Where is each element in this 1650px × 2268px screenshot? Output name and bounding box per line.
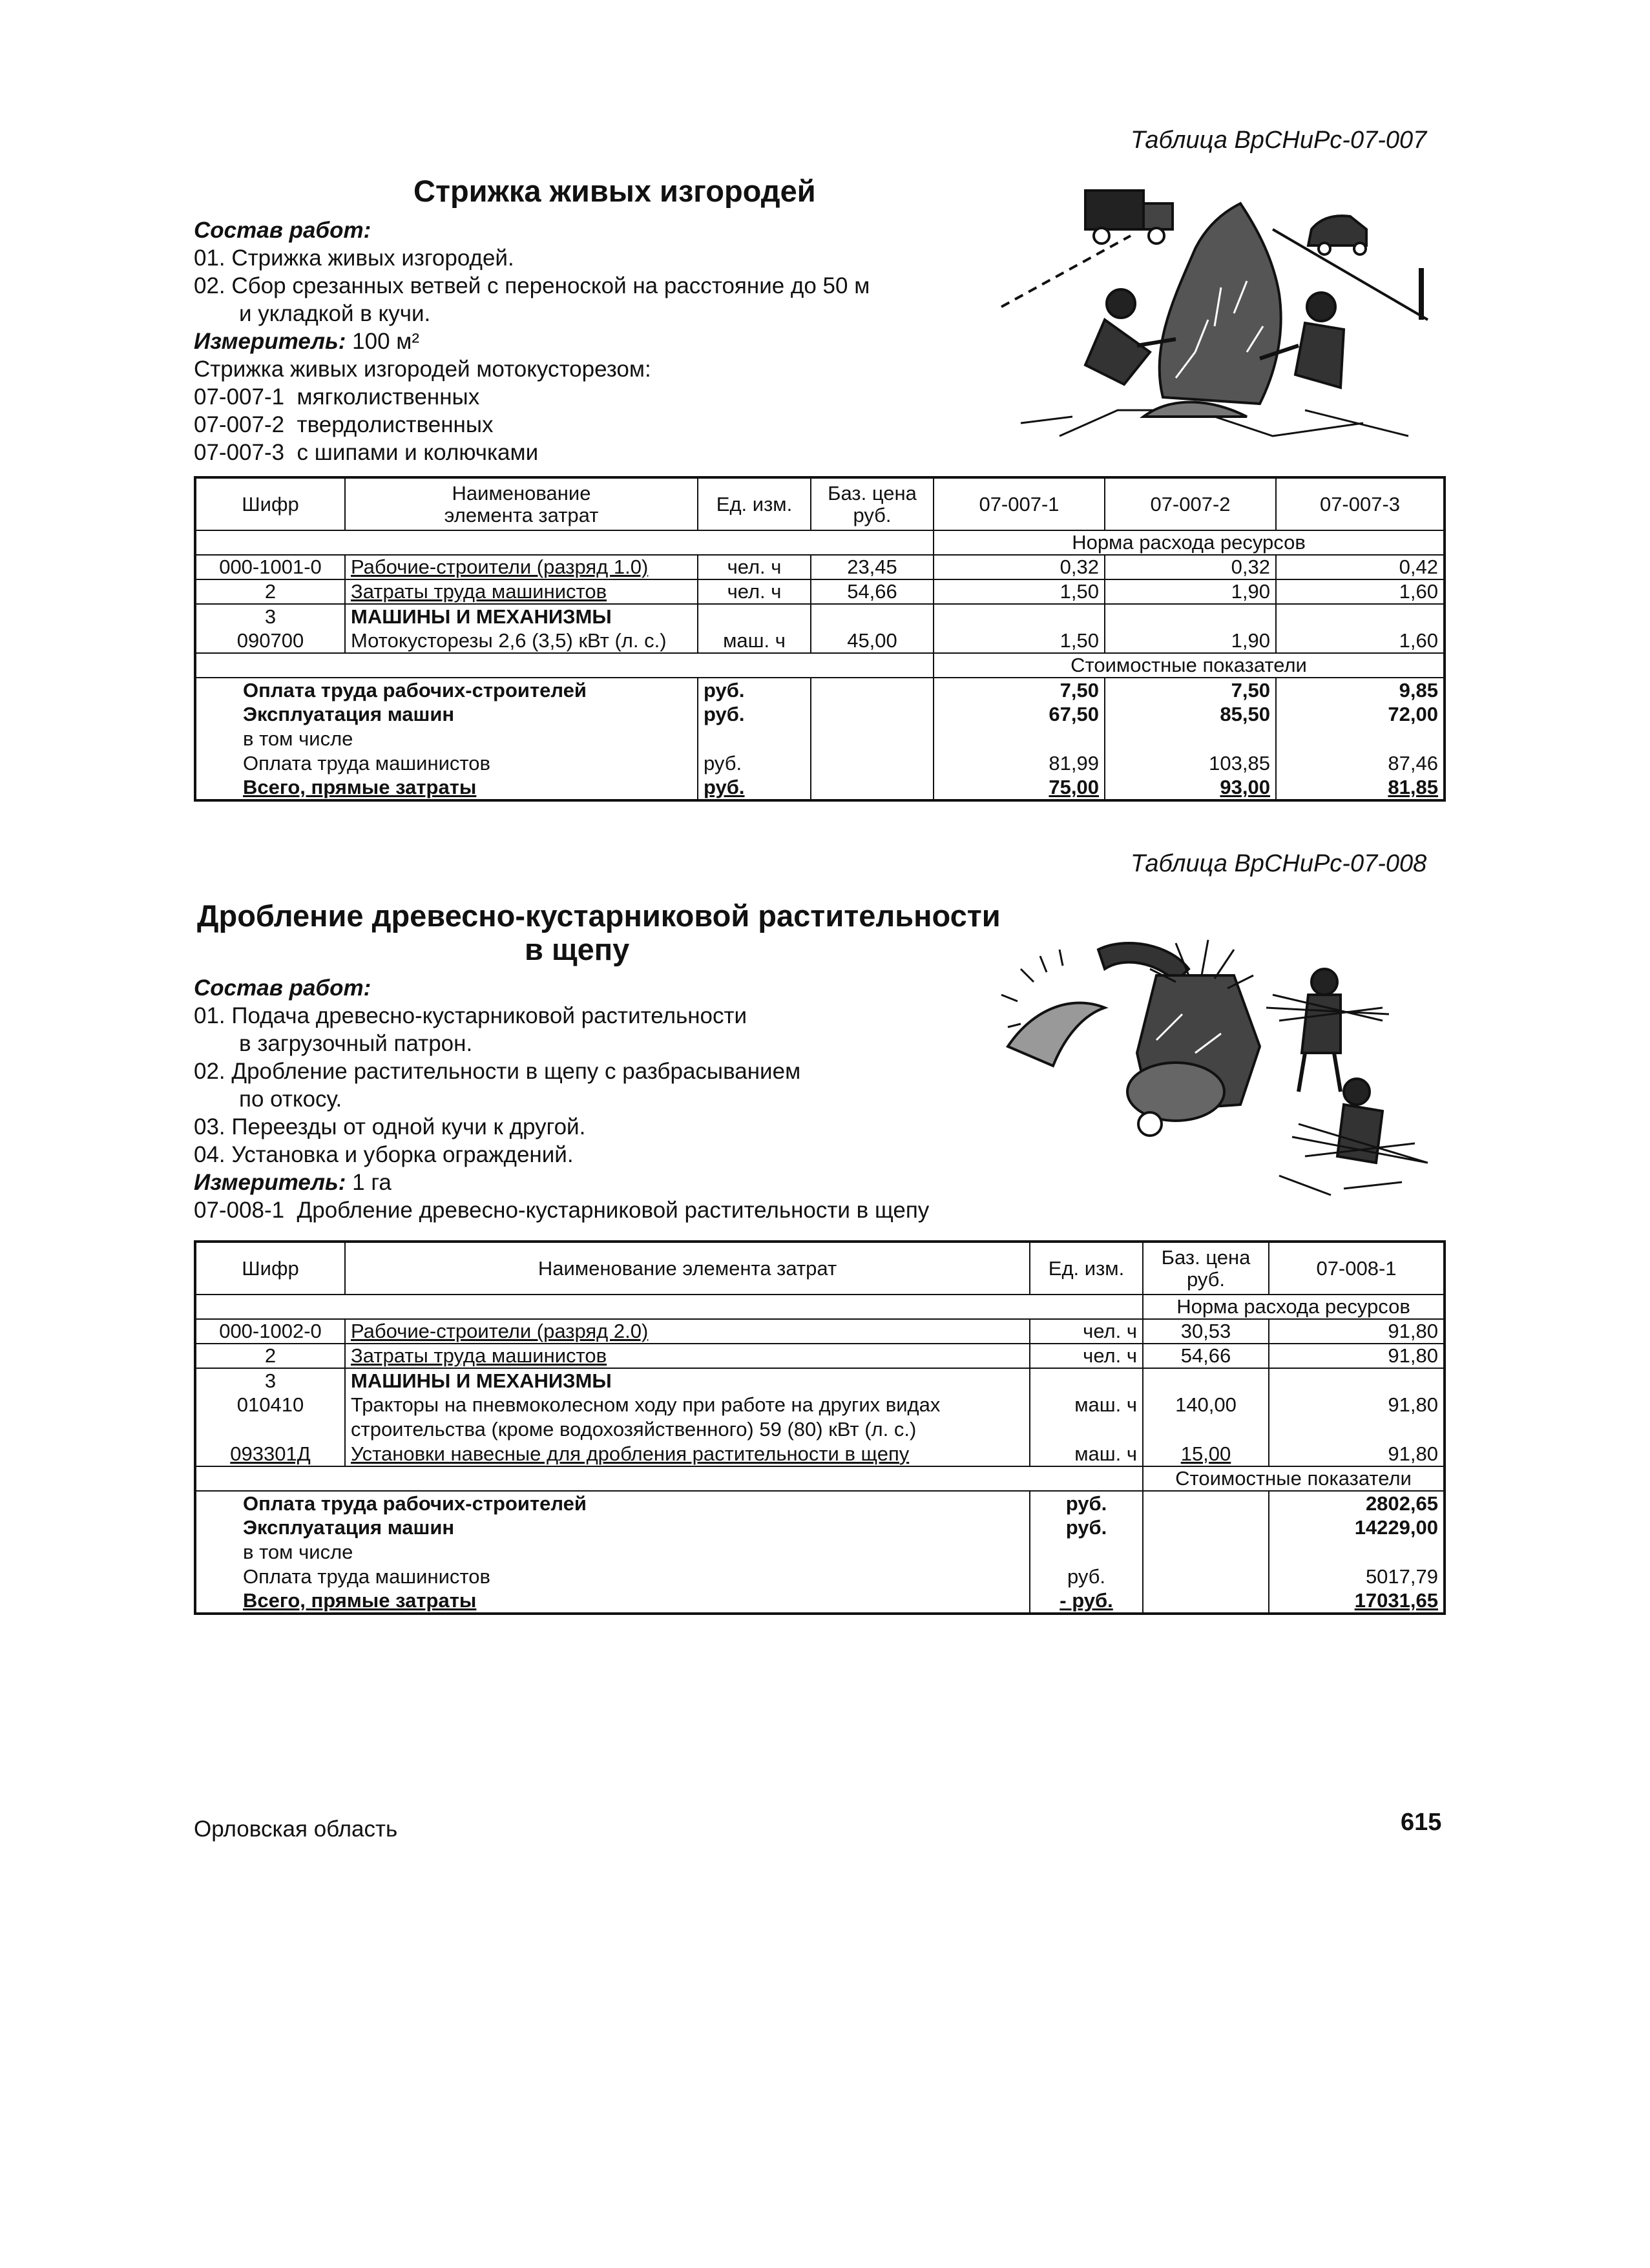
- cost-subheader: Стоимостные показатели: [934, 653, 1445, 678]
- resource-table-2: [194, 1240, 1446, 1615]
- work-item: 04. Установка и уборка ограждений.: [194, 1142, 574, 1167]
- cost-row: в том числе: [195, 727, 1445, 751]
- norm-subheader-row: [195, 1295, 1445, 1319]
- col-header-name: Наименование элемента затрат: [345, 1242, 1030, 1295]
- wood-chipper-illustration: [982, 930, 1447, 1214]
- header-row: [195, 1242, 1445, 1295]
- section-title-1: Стрижка живых изгородей: [413, 174, 816, 208]
- cost-row: в том числе: [195, 1540, 1445, 1565]
- table-row: 010410 Тракторы на пневмоколесном ходу при работе на других видах маш. ч 140,00 91,80: [195, 1393, 1445, 1417]
- resource-table-1: [194, 476, 1446, 802]
- cost-subheader: Стоимостные показатели: [1143, 1466, 1445, 1491]
- measure-label: Измеритель:: [194, 329, 346, 354]
- cost-row: Всего, прямые затраты руб. 75,00 93,00 81,85: [195, 776, 1445, 800]
- footer-region: Орловская область: [194, 1816, 398, 1842]
- norm-subheader-row: [195, 530, 1445, 555]
- table-row: 2 Затраты труда машинистов чел. ч 54,66 1,50 1,90 1,60: [195, 579, 1445, 604]
- description-1: Стрижка живых изгородей мотокусторезом:: [194, 357, 651, 382]
- cost-row: Оплата труда рабочих-строителей руб. 7,50 7,50 9,85: [195, 678, 1445, 702]
- page-number: 615: [1401, 1809, 1442, 1836]
- code-line: 07-008-1 Дробление древесно-кустарниковой растительности в щепу: [194, 1198, 930, 1223]
- section-title-2-cont: в щепу: [525, 932, 630, 966]
- norm-subheader: Норма расхода ресурсов: [934, 530, 1445, 555]
- header-row: [195, 477, 1445, 530]
- work-item: и укладкой в кучи.: [239, 301, 431, 326]
- cost-row: Оплата труда машинистов руб. 81,99 103,85 87,46: [195, 751, 1445, 776]
- measure-value: 1 га: [346, 1170, 392, 1195]
- sostav-label-1: Состав работ:: [194, 218, 371, 243]
- col-header-price: Баз. цена руб.: [1143, 1242, 1269, 1295]
- cost-subheader-row: [195, 1466, 1445, 1491]
- col-header-07-007-2: 07-007-2: [1105, 477, 1276, 530]
- measure-line-1: [194, 328, 419, 355]
- table-row: строительства (кроме водохозяйственного) 59 (80) кВт (л. с.): [195, 1417, 1445, 1442]
- col-header-07-007-1: 07-007-1: [934, 477, 1105, 530]
- work-item: по откосу.: [239, 1087, 342, 1112]
- cost-row: Эксплуатация машин руб. 14229,00: [195, 1515, 1445, 1540]
- cost-subheader-row: [195, 653, 1445, 678]
- hedge-trimming-illustration: [982, 184, 1447, 449]
- measure-line-2: [194, 1169, 392, 1196]
- table-row: 3 МАШИНЫ И МЕХАНИЗМЫ: [195, 1368, 1445, 1393]
- col-header-07-008-1: 07-008-1: [1269, 1242, 1445, 1295]
- work-item: 02. Сбор срезанных ветвей с переноской на расстояние до 50 м: [194, 273, 870, 298]
- col-header-code: Шифр: [195, 1242, 345, 1295]
- cost-row: Оплата труда рабочих-строителей руб. 2802,65: [195, 1491, 1445, 1515]
- code-line: 07-007-3 с шипами и колючками: [194, 440, 539, 465]
- table-row: 093301Д Установки навесные для дробления растительности в щепу маш. ч 15,00 91,80: [195, 1442, 1445, 1466]
- work-item: 03. Переезды от одной кучи к другой.: [194, 1114, 586, 1139]
- col-header-unit: Ед. изм.: [698, 477, 811, 530]
- table-row: 000-1001-0 Рабочие-строители (разряд 1.0) чел. ч 23,45 0,32 0,32 0,42: [195, 555, 1445, 579]
- table-row: 000-1002-0 Рабочие-строители (разряд 2.0) чел. ч 30,53 91,80: [195, 1319, 1445, 1344]
- code-line: 07-007-1 мягколиственных: [194, 384, 480, 410]
- col-header-price: Баз. цена руб.: [811, 477, 934, 530]
- work-item: в загрузочный патрон.: [239, 1031, 473, 1056]
- code-line: 07-007-2 твердолиственных: [194, 412, 494, 437]
- col-header-name: Наименование элемента затрат: [345, 477, 698, 530]
- table-ref-2: Таблица ВрСНиРс-07-008: [1131, 850, 1427, 877]
- norm-subheader: Норма расхода ресурсов: [1143, 1295, 1445, 1319]
- measure-value: 100 м²: [346, 329, 420, 354]
- col-header-unit: Ед. изм.: [1030, 1242, 1143, 1295]
- cost-row: Всего, прямые затраты - руб. 17031,65: [195, 1589, 1445, 1614]
- work-item: 01. Стрижка живых изгородей.: [194, 245, 514, 271]
- cost-row: Эксплуатация машин руб. 67,50 85,50 72,00: [195, 702, 1445, 727]
- table-ref-1: Таблица ВрСНиРс-07-007: [1131, 127, 1427, 154]
- table-row: 3 МАШИНЫ И МЕХАНИЗМЫ: [195, 604, 1445, 629]
- work-item: 02. Дробление растительности в щепу с разбрасыванием: [194, 1059, 801, 1084]
- measure-label: Измеритель:: [194, 1170, 346, 1195]
- sostav-label-2: Состав работ:: [194, 975, 371, 1001]
- table-row: 090700 Мотокусторезы 2,6 (3,5) кВт (л. с.) маш. ч 45,00 1,50 1,90 1,60: [195, 629, 1445, 653]
- col-header-07-007-3: 07-007-3: [1276, 477, 1445, 530]
- col-header-code: Шифр: [195, 477, 345, 530]
- section-title-2: Дробление древесно-кустарниковой растительности: [197, 899, 1001, 933]
- table-row: 2 Затраты труда машинистов чел. ч 54,66 91,80: [195, 1344, 1445, 1368]
- cost-row: Оплата труда машинистов руб. 5017,79: [195, 1565, 1445, 1589]
- work-item: 01. Подача древесно-кустарниковой растительности: [194, 1003, 747, 1028]
